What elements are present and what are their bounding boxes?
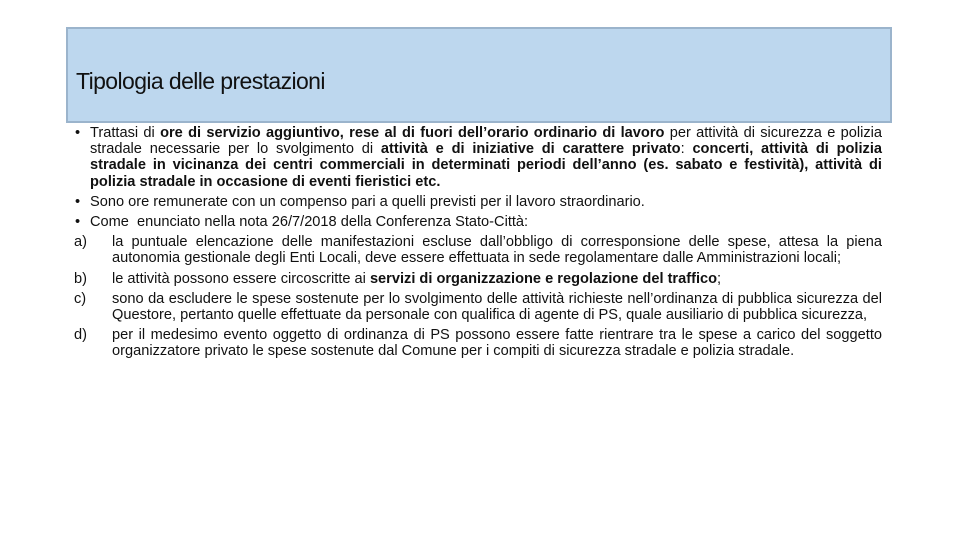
lettered-item-b — [74, 271, 882, 287]
bullet-item — [74, 194, 882, 210]
lettered-item-d — [74, 327, 882, 359]
bullet-item — [74, 214, 882, 230]
bullet-marker: • — [75, 125, 81, 141]
lettered-item-c — [74, 291, 882, 323]
list-marker: b) — [74, 270, 87, 287]
list-text: la puntuale elencazione delle manifestazioni escluse dall’obbligo di corresponsione delle spese, attesa la piena autonomia gestionale degli Enti Locali, deve essere effettuata in sede regolamentare dalle Amministrazioni locali; — [112, 234, 882, 267]
list-marker: a) — [74, 234, 87, 251]
bullet-marker: • — [75, 193, 81, 210]
bullet-marker: • — [75, 214, 81, 231]
bullet-item — [74, 125, 882, 190]
list-marker: c) — [74, 290, 87, 307]
bullet-text: Come enunciato nella nota 26/7/2018 della Conferenza Stato-Città: — [90, 214, 529, 231]
list-text: le attività possono essere circoscritte ai servizi di organizzazione e regolazione del traffico; — [112, 270, 722, 287]
lettered-item-a — [74, 234, 882, 266]
list-marker: d) — [74, 327, 87, 344]
slide-body — [74, 125, 882, 364]
bullet-text: Trattasi di ore di servizio aggiuntivo, rese al di fuori dell’orario ordinario di lavoro per attività di sicurezza e polizia stradale necessarie per lo svolgimento di attività e di iniziative di carattere privato: concerti, attività di polizia stradale in vicinanza dei centri commerciali in determinati periodi dell’anno (es. sabato e festività), attività di polizia stradale in occasione di eventi fieristici etc. — [90, 125, 883, 190]
title-banner — [66, 27, 892, 123]
list-text: per il medesimo evento oggetto di ordinanza di PS possono essere fatte rientrare tra le spese a carico del soggetto organizzatore privato le spese sostenute dal Comune per i compiti di sicurezza stradale e polizia stradale. — [112, 327, 882, 360]
slide-title: Tipologia delle prestazioni — [76, 68, 325, 94]
list-text: sono da escludere le spese sostenute per lo svolgimento delle attività richieste nell’ordinanza di pubblica sicurezza del Questore, pertanto quelle effettuate da personale con qualifica di agente di PS, quale ausiliario di pubblica sicurezza, — [112, 290, 882, 324]
bullet-text: Sono ore remunerate con un compenso pari a quelli previsti per il lavoro straordinario. — [90, 193, 645, 210]
